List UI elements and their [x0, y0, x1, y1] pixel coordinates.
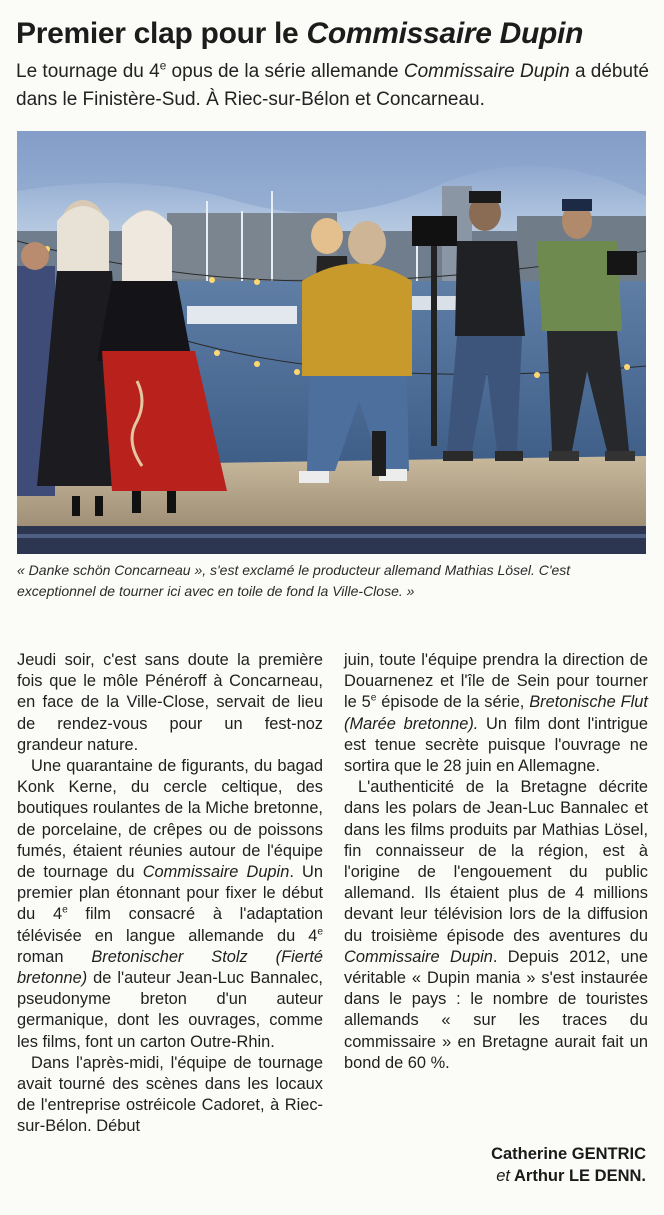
paragraph-1: Jeudi soir, c'est sans doute la première fois que le môle Pénéroff à Concarneau, en face de la Ville-Close, servait de lieu de rendez-vous pour un fest-noz grandeur nature. [17, 651, 323, 754]
p2-sup-2: e [317, 926, 323, 938]
p2-text-a: Une quarantaine de figurants, du bagad Konk Kerne, du cercle celtique, des boutiques roulantes de la Miche bretonne, de porcelaine, de crêpes ou de poissons fumés, étaient réunies autour de l'équipe de tournage du [17, 757, 323, 882]
lead-part1: Le tournage du 4 [16, 61, 160, 82]
p4-text-b: épisode de la série, [376, 693, 530, 712]
title-emphasis: Commissaire Dupin [306, 17, 584, 50]
p2-text-e: de l'auteur Jean-Luc Bannalec, pseudonyme breton d'un auteur germanique, dont les ouvrages, comme les films, font un carton Outre-Rhin. [17, 969, 323, 1051]
author-1: Catherine GENTRIC [491, 1145, 646, 1163]
article-column-right [344, 650, 648, 1074]
p4-text-a: juin, toute l'équipe prendra la direction de Douarnenez et l'île de Sein pour tourner le 5 [344, 651, 648, 712]
p5-text-b: . Depuis 2012, une véritable « Dupin mania » s'est instaurée dans le pays : le nombre de touristes allemands « sur les traces du commissaire » en Bretagne aurait fait un bond de 60 %. [344, 947, 648, 1072]
paragraph-4 [344, 650, 648, 777]
p2-sup-1: e [62, 904, 68, 916]
article-column-left [17, 650, 323, 1138]
paragraph-5 [344, 777, 648, 1074]
author-2: Arthur LE DENN. [510, 1167, 646, 1185]
article-lead [16, 58, 656, 114]
p2-text-c: film consacré à l'adaptation télévisée en langue allemande du 4 [17, 905, 323, 945]
article-photo [17, 131, 646, 554]
title-prefix: Premier clap pour le [16, 17, 307, 50]
lead-sup: e [159, 59, 167, 73]
p5-text-a: L'authenticité de la Bretagne décrite dans les polars de Jean-Luc Bannalec et dans les films produits par Mathias Lösel, fin connaisseur de la région, est à l'origine de l'engouement du public allemand. Ils étaient plus de 4 millions devant leur télévision lors de la diffusion du troisième épisode des aventures du [344, 778, 648, 945]
lead-part2: opus de la série allemande [166, 61, 404, 82]
lead-part3: a débuté dans le Finistère-Sud. À Riec-sur-Bélon et Concarneau. [16, 61, 649, 110]
signature-and: et [496, 1167, 511, 1185]
article-title [16, 14, 656, 54]
p5-emphasis: Commissaire Dupin [344, 947, 493, 966]
p4-emphasis: Bretonische Flut (Marée bretonne). [344, 693, 648, 733]
p4-text-c: Un film dont l'intrigue est tenue secrète puisque l'ouvrage ne sortira que le 28 juin en Allemagne. [344, 714, 648, 776]
p4-sup: e [370, 692, 377, 704]
paragraph-2 [17, 756, 323, 1053]
author-2-line [491, 1165, 646, 1187]
paragraph-3: Dans l'après-midi, l'équipe de tournage avait tourné des scènes dans les locaux de l'entreprise ostréicole Cadoret, à Riec-sur-Bélon. Début [17, 1053, 323, 1136]
photo-caption: « Danke schön Concarneau », s'est exclamé le producteur allemand Mathias Lösel. C'est exceptionnel de tourner ici avec en toile de fond la Ville-Close. » [17, 562, 571, 599]
article-signature [491, 1143, 646, 1187]
p2-text-d: roman [17, 947, 92, 966]
p2-text-b: . Un premier plan étonnant pour fixer le début du 4 [17, 863, 323, 924]
film-shoot-photo [17, 131, 646, 554]
lead-emphasis: Commissaire Dupin [403, 61, 570, 82]
p2-emphasis-2: Bretonischer Stolz (Fierté bretonne) [17, 947, 323, 988]
p2-emphasis-1: Commissaire Dupin [142, 863, 290, 882]
